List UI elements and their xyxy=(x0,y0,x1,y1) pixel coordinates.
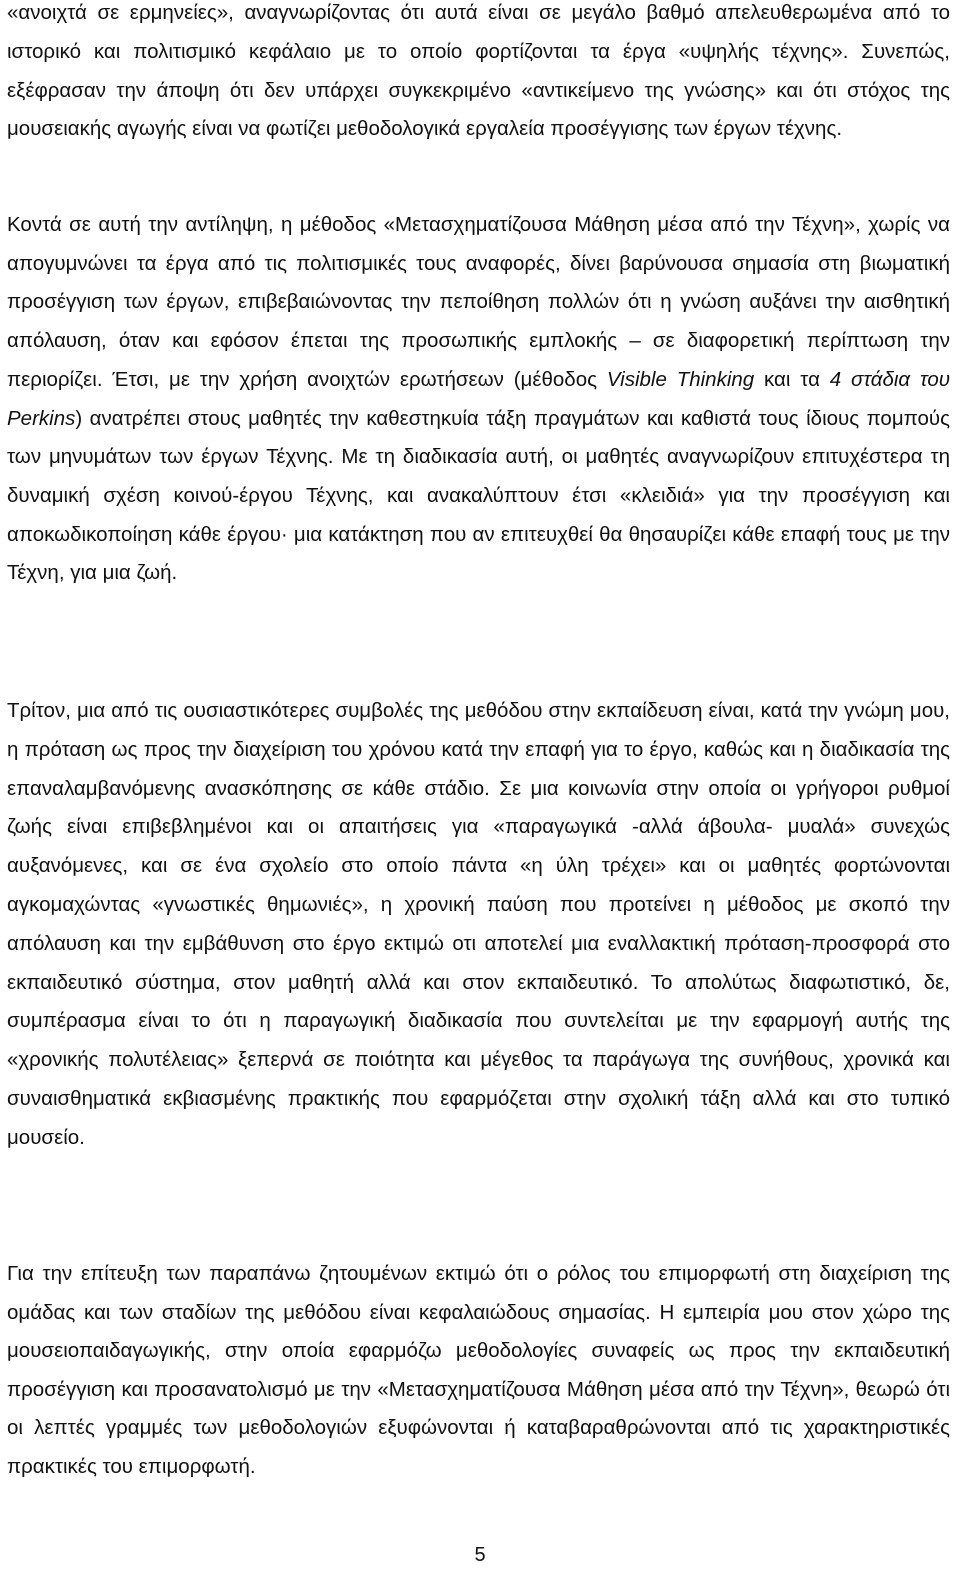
paragraph-1: «ανοιχτά σε ερμηνείες», αναγνωρίζοντας ότι αυτά είναι σε μεγάλο βαθμό απελευθερωμένα από το ιστορικό και πολιτισμικό κεφάλαιο με το οποίο φορτίζονται τα έργα «υψηλής τέχνης». Συνεπώς, εξέφρασαν την άποψη ότι δεν υπάρχει συγκεκριμένο «αντικείμενο της γνώσης» και ότι στόχος της μουσειακής αγωγής είναι να φωτίζει μεθοδολογικά εργαλεία προσέγγισης των έργων τέχνης. xyxy=(7,1,950,141)
paragraph-2-italic-visible-thinking: Visible Thinking xyxy=(606,367,755,391)
paragraph-4: Για την επίτευξη των παραπάνω ζητουμένων εκτιμώ ότι ο ρόλος του επιμορφωτή στη διαχείριση της ομάδας και των σταδίων της μεθόδου είναι κεφαλαιώδους σημασίας. Η εμπειρία μου στον χώρο της μουσειοπαιδαγωγικής, στην οποία εφαρμόζω μεθοδολογίες συναφείς ως προς την εκπαιδευτική προσέγγιση και προσανατολισμό με την «Μετασχηματίζουσα Μάθηση μέσα από την Τέχνη», θεωρώ ότι οι λεπτές γραμμές των μεθοδολογιών εξυφώνονται ή καταβαραθρώνονται από τις χαρακτηριστικές πρακτικές του επιμορφωτή. xyxy=(7,1262,950,1478)
paragraph-2-italic-perkins: 4 στάδια του Perkins xyxy=(7,367,950,430)
paragraph-2 xyxy=(7,206,950,593)
paragraph-2-text-b: και τα xyxy=(754,367,830,391)
paragraph-3: Τρίτον, μια από τις ουσιαστικότερες συμβολές της μεθόδου στην εκπαίδευση είναι, κατά την γνώμη μου, η πρόταση ως προς την διαχείριση του χρόνου κατά την επαφή για το έργο, καθώς και η διαδικασία της επαναλαμβανόμενης ανασκόπησης σε κάθε στάδιο. Σε μια κοινωνία στην οποία οι γρήγοροι ρυθμοί ζωής είναι επιβεβλημένοι και οι απαιτήσεις για «παραγωγικά -αλλά άβουλα- μυαλά» συνεχώς αυξανόμενες, και σε ένα σχολείο στο οποίο πάντα «η ύλη τρέχει» και οι μαθητές φορτώνονται αγκομαχώντας «γνωστικές θημωνιές», η χρονική παύση που προτείνει η μέθοδος με σκοπό την απόλαυση και την εμβάθυνση στο έργο εκτιμώ οτι αποτελεί μια εναλλακτική πρόταση-προσφορά στο εκπαιδευτικό σύστημα, στον μαθητή αλλά και στον εκπαιδευτικό. Το απολύτως διαφωτιστικό, δε, συμπέρασμα είναι το ότι η παραγωγική διαδικασία που συντελείται με την εφαρμογή αυτής της «χρονικής πολυτέλειας» ξεπερνά σε ποιότητα και μέγεθος τα παράγωγα της συνήθους, χρονικά και συναισθηματικά εκβιασμένης πρακτικής που εφαρμόζεται στην σχολική τάξη αλλά και στο τυπικό μουσείο. xyxy=(7,699,950,1149)
page-number: 5 xyxy=(474,1544,486,1566)
paragraph-2-text-a: Κοντά σε αυτή την αντίληψη, η μέθοδος «Μετασχηματίζουσα Μάθηση μέσα από την Τέχνη», χωρίς να απογυμνώνει τα έργα από τις πολιτισμικές τους αναφορές, δίνει βαρύνουσα σημασία στη βιωματική προσέγγιση των έργων, επιβεβαιώνοντας την πεποίθηση πολλών ότι η γνώση αυξάνει την αισθητική απόλαυση, όταν και εφόσον έπεται της προσωπικής εμπλοκής – σε διαφορετική περίπτωση την περιορίζει. Έτσι, με την χρήση ανοιχτών ερωτήσεων (μέθοδος xyxy=(7,213,950,391)
paragraph-2-text-c: ) ανατρέπει στους μαθητές την καθεστηκυία τάξη πραγμάτων και καθιστά τους ίδιους πομπούς των μηνυμάτων των έργων Τέχνης. Με τη διαδικασία αυτή, οι μαθητές αναγνωρίζουν επιτυχέστερα τη δυναμική σχέση κοινού-έργου Τέχνης, και ανακαλύπτουν έτσι «κλειδιά» για την προσέγγιση και αποκωδικοποίηση κάθε έργου· μια κατάκτηση που αν επιτευχθεί θα θησαυρίζει κάθε επαφή τους με την Τέχνη, για μια ζωή. xyxy=(7,406,950,585)
